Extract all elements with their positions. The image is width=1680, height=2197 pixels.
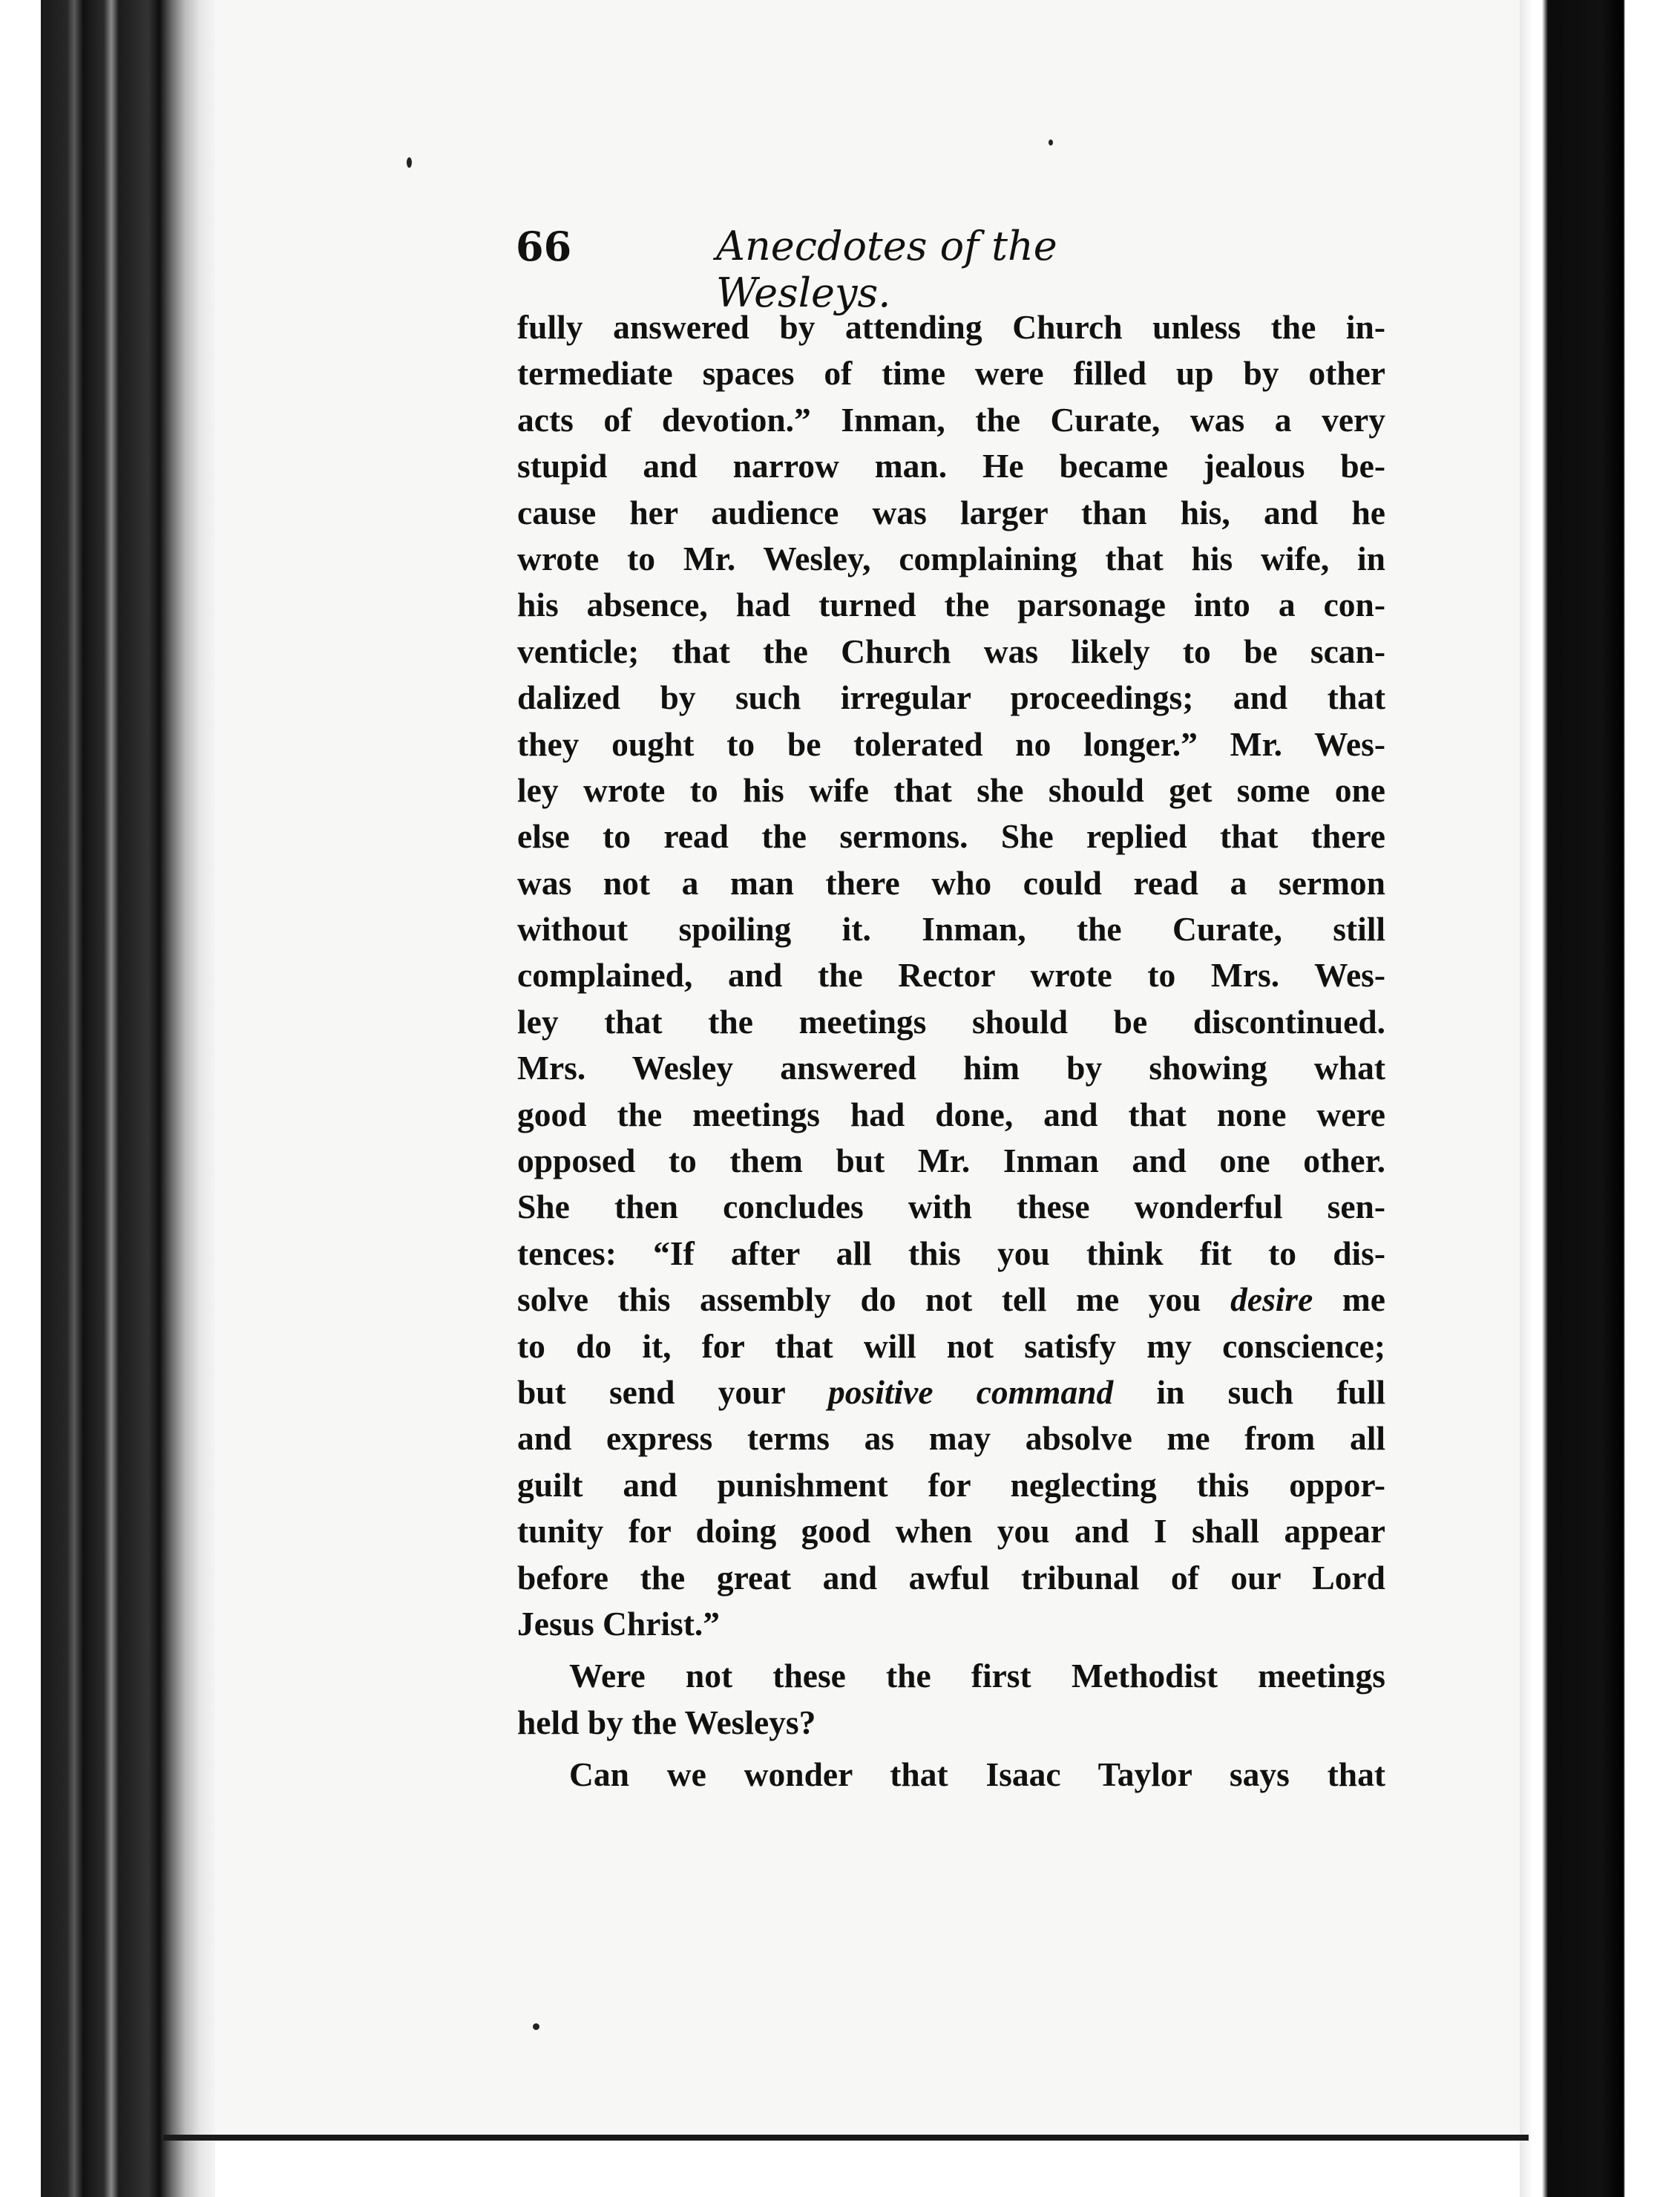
ink-speck	[1049, 140, 1053, 145]
text-line: venticle; that the Church was likely to be scan-	[517, 632, 1385, 670]
text-line: cause her audience was larger than his, and he	[517, 493, 1385, 531]
text-line: held by the Wesleys?	[517, 1703, 816, 1741]
text-line: stupid and narrow man. He became jealous be-	[517, 447, 1385, 485]
text-line: fully answered by attending Church unless the in-	[517, 308, 1385, 346]
page-header	[516, 223, 1169, 316]
text-line: dalized by such irregular proceedings; and that	[517, 678, 1385, 717]
text-line: acts of devotion.” Inman, the Curate, was a very	[517, 400, 1385, 439]
ink-speck	[407, 157, 412, 168]
text-line: wrote to Mr. Wesley, complaining that his wife, in	[517, 539, 1385, 577]
text-line: and express terms as may absolve me from all	[517, 1419, 1385, 1458]
text-line: ley that the meetings should be discontinued.	[517, 1002, 1385, 1041]
text-line: his absence, had turned the parsonage into a con-	[517, 586, 1385, 624]
text-line: without spoiling it. Inman, the Curate, still	[517, 910, 1385, 949]
text-line: they ought to be tolerated no longer.” Mr. Wes-	[517, 724, 1385, 763]
text-line: ley wrote to his wife that she should get some one	[517, 770, 1385, 809]
text-line: to do it, for that will not satisfy my conscience;	[517, 1326, 1385, 1365]
text-line: guilt and punishment for neglecting this oppor-	[517, 1465, 1385, 1504]
text-line: good the meetings had done, and that none were	[517, 1095, 1385, 1133]
text-line: before the great and awful tribunal of our Lord	[517, 1558, 1385, 1597]
page-bottom-edge	[163, 2135, 1529, 2141]
running-title: Anecdotes of the Wesleys.	[716, 223, 1057, 316]
text-line: Can we wonder that Isaac Taylor says that	[569, 1755, 1385, 1794]
text-line: solve this assembly do not tell me you desire me	[517, 1280, 1385, 1319]
text-line: complained, and the Rector wrote to Mrs. Wes-	[517, 956, 1385, 995]
text-line: opposed to them but Mr. Inman and one other.	[517, 1142, 1385, 1180]
text-line: termediate spaces of time were filled up by other	[517, 354, 1385, 393]
text-line: Jesus Christ.”	[517, 1604, 721, 1643]
text-line: Mrs. Wesley answered him by showing what	[517, 1049, 1385, 1087]
text-line: tunity for doing good when you and I shall appear	[517, 1512, 1385, 1551]
scan-right-border	[1520, 0, 1680, 2197]
body-text	[517, 304, 1385, 1798]
text-line: but send your positive command in such full	[517, 1372, 1386, 1411]
page-number: 66	[516, 223, 572, 270]
book-binding-edge	[0, 0, 215, 2197]
text-line: Were not these the first Methodist meetings	[569, 1657, 1385, 1695]
text-line: tences: “If after all this you think fit to dis-	[517, 1234, 1385, 1272]
text-line: She then concludes with these wonderful sen-	[517, 1188, 1385, 1226]
text-line: else to read the sermons. She replied that there	[517, 817, 1385, 856]
ink-speck	[533, 2023, 539, 2030]
text-line: was not a man there who could read a sermon	[517, 863, 1385, 902]
